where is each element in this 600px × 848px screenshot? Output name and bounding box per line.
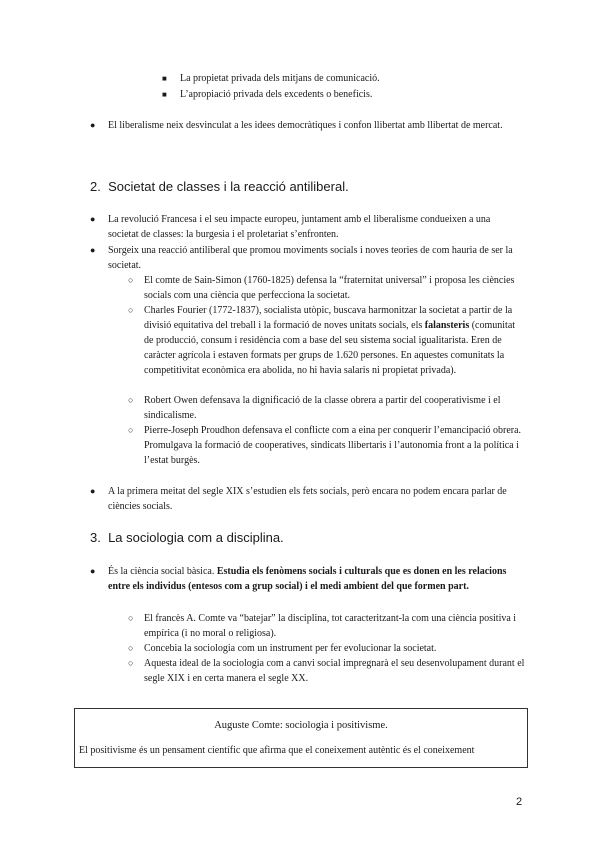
circle-bullet-icon: ○	[128, 613, 134, 623]
bullet-icon: ●	[90, 214, 96, 224]
list-item: La revolució Francesa i el seu impacte europeu, juntament amb el liberalisme condueixen a una societat de classes: la burgesia i el proletariat s’enfronten.	[108, 214, 491, 240]
circle-bullet-icon: ○	[128, 643, 134, 653]
list-item: A la primera meitat del segle XIX s’estudien els fets socials, però encara no podem encara parlar de ciències socials.	[108, 486, 507, 512]
circle-bullet-icon: ○	[128, 275, 134, 285]
circle-bullet-icon: ○	[128, 305, 134, 315]
section-heading-2	[90, 179, 349, 195]
list-item-instrument: Concebia la sociologia com un instrument per fer evolucionar la societat.	[144, 643, 437, 654]
list-item-definition: És la ciència social bàsica. Estudia els fenòmens socials i culturals que es donen en les relacions entre els individus (entesos com a grup social) i el medi ambient del que formen part.	[108, 566, 507, 592]
section-number: 3.	[90, 530, 101, 545]
square-bullet-icon: ■	[162, 90, 167, 99]
bullet-icon: ●	[90, 245, 96, 255]
section-title: La sociologia com a disciplina.	[108, 530, 284, 545]
page-number: 2	[516, 796, 523, 808]
circle-bullet-icon: ○	[128, 425, 134, 435]
list-item-owen: Robert Owen defensava la dignificació de la classe obrera a partir del cooperativisme i el sindicalisme.	[144, 395, 501, 421]
circle-bullet-icon: ○	[128, 395, 134, 405]
list-item-comte: El francès A. Comte va “batejar” la disciplina, tot caracteritzant-la com una ciència positiva i empírica (i no moral o religiosa).	[144, 613, 517, 639]
list-item-ideal: Aquesta ideal de la sociologia com a canvi social impregnarà el seu desenvolupament durant el segle XIX i en certa manera el segle XX.	[144, 658, 525, 684]
list-item-saint-simon: El comte de Sain-Simon (1760-1825) defensa la “fraternitat universal” i proposa les ciències socials com una ciència que perfecciona la societat.	[144, 275, 515, 301]
comte-box	[74, 708, 528, 768]
bullet-icon: ●	[90, 120, 96, 130]
box-title: Auguste Comte: sociologia i positivisme.	[214, 720, 388, 731]
list-item-proudhon: Pierre-Joseph Proudhon defensava el conflicte com a eina per conquerir l’emancipació obrera. Promulgava la formació de cooperatives, sindicats llibertaris i l’autonomia front a la política i l’estat burgès.	[144, 425, 522, 466]
list-item: L’apropiació privada dels excedents o beneficis.	[180, 89, 373, 100]
section-number: 2.	[90, 179, 101, 194]
list-item: La propietat privada dels mitjans de comunicació.	[180, 73, 380, 84]
definition-bold: Estudia els fenòmens socials i culturals que es donen en les relacions entre els individus (entesos com a grup social) i el medi ambient del que formen part.	[108, 566, 507, 592]
box-body: El positivisme és un pensament científic que afirma que el coneixement autèntic és el coneixement	[79, 745, 475, 756]
list-item-fourier: Charles Fourier (1772-1837), socialista utòpic, buscava harmonitzar la societat a partir de la divisió equitativa del treball i la formació de noves unitats socials, els falansteris (comunitat de producció, consum i residència com a base del seu sistema social igualitarista. Eren de caràcter agrícola i estaven formats per grups de 1.620 persones. En aquestes comunitats la competitivitat econòmica era abolida, no hi havia salaris ni propietat privada).	[144, 305, 516, 376]
section-heading-3	[90, 530, 284, 546]
falansteris-term: falansteris	[424, 320, 470, 331]
square-bullet-icon: ■	[162, 74, 167, 83]
circle-bullet-icon: ○	[128, 658, 134, 668]
bullet-icon: ●	[90, 566, 96, 576]
bullet-icon: ●	[90, 486, 96, 496]
list-item: Sorgeix una reacció antiliberal que promou moviments socials i noves teories de com hauria de ser la societat.	[108, 245, 513, 271]
section-title: Societat de classes i la reacció antiliberal.	[108, 179, 349, 194]
liberalism-paragraph: El liberalisme neix desvinculat a les idees democràtiques i confon llibertat amb llibertat de mercat.	[108, 120, 503, 131]
